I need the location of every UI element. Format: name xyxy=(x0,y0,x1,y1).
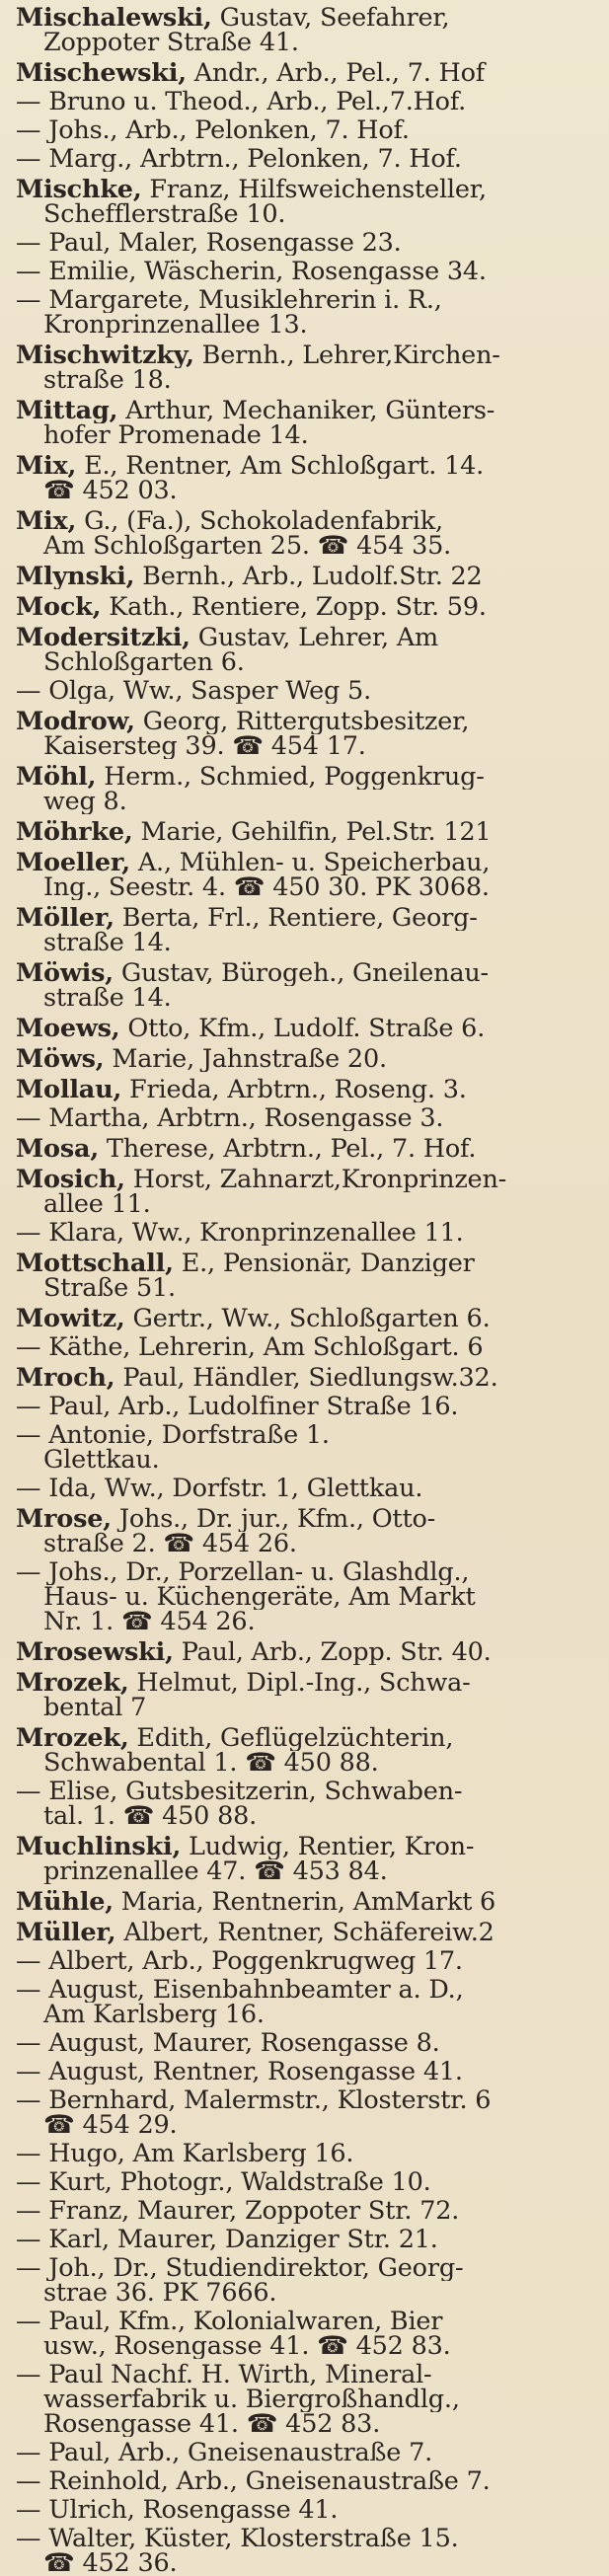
entry-continuation-line xyxy=(16,534,599,559)
entry-text: Paul, Händler, Siedlungsw.32. xyxy=(114,1366,498,1391)
entry-text: prinzenallee 47. ☎ 453 84. xyxy=(43,1859,388,1884)
entry-text: Georg, Rittergutsbesitzer, xyxy=(134,710,470,734)
entry-first-line xyxy=(16,1671,599,1696)
entry-surname: Mollau, xyxy=(16,1078,122,1102)
entry-text: Maria, Rentnerin, AmMarkt 6 xyxy=(113,1890,496,1915)
entry-first-line xyxy=(16,260,599,284)
entry-text: Andr., Arb., Pel., 7. Hof xyxy=(186,61,485,86)
entry-text: — Hugo, Am Karlsberg 16. xyxy=(16,2142,354,2166)
entry-text: Zoppoter Straße 41. xyxy=(43,31,299,55)
entry-text: Ing., Seestr. 4. ☎ 450 30. PK 3068. xyxy=(43,875,490,900)
entry-first-line xyxy=(16,2170,599,2195)
entry-text: A., Mühlen- u. Speicherbau, xyxy=(129,851,491,875)
entry-continuation-line xyxy=(16,1448,599,1473)
entry-text: Am Karlsberg 16. xyxy=(43,2003,265,2027)
directory-entry xyxy=(16,1835,599,1884)
entry-text: Johs., Dr. jur., Kfm., Otto- xyxy=(111,1507,436,1532)
entry-text: Gertr., Ww., Schloßgarten 6. xyxy=(124,1307,491,1331)
entry-first-line xyxy=(16,1780,599,1804)
entry-text: Kronprinzenallee 13. xyxy=(43,313,308,338)
entry-first-line xyxy=(16,565,599,589)
entry-first-line xyxy=(16,1640,599,1665)
entry-continuation-line xyxy=(16,2551,599,2576)
entry-continuation-line xyxy=(16,313,599,338)
entry-text: Schloßgarten 6. xyxy=(43,650,245,675)
directory-entry xyxy=(16,1047,599,1072)
directory-entry xyxy=(16,906,599,955)
entry-first-line xyxy=(16,1726,599,1751)
entry-continuation-line xyxy=(16,986,599,1011)
entry-text: Bernh., Arb., Ludolf.Str. 22 xyxy=(134,565,483,589)
entry-continuation-line xyxy=(16,479,599,503)
entry-surname: Möhrke, xyxy=(16,820,133,845)
entry-text: ☎ 452 03. xyxy=(43,479,178,503)
directory-entry xyxy=(16,2256,599,2306)
entry-text: — Albert, Arb., Poggenkrugweg 17. xyxy=(16,1949,463,1974)
entry-continuation-line xyxy=(16,1696,599,1720)
entry-surname: Mrozek, xyxy=(16,1726,129,1751)
entry-surname: Mischke, xyxy=(16,178,142,202)
entry-text: weg 8. xyxy=(43,790,127,814)
entry-text: Edith, Geflügelzüchterin, xyxy=(128,1726,454,1751)
entry-continuation-line xyxy=(16,368,599,393)
directory-entry xyxy=(16,851,599,900)
entry-surname: Mühle, xyxy=(16,1890,114,1915)
entry-surname: Mlynski, xyxy=(16,565,135,589)
entry-first-line xyxy=(16,765,599,790)
directory-entry xyxy=(16,2469,599,2494)
entry-surname: Mroch, xyxy=(16,1366,115,1391)
entry-first-line xyxy=(16,399,599,423)
entry-text: G., (Fa.), Schokoladenfabrik, xyxy=(76,509,443,534)
entry-first-line xyxy=(16,1978,599,2003)
entry-surname: Mischwitzky, xyxy=(16,343,194,368)
entry-text: Otto, Kfm., Ludolf. Straße 6. xyxy=(119,1017,486,1041)
directory-entry xyxy=(16,1017,599,1041)
entry-text: — Paul, Arb., Ludolfiner Straße 16. xyxy=(16,1395,459,1419)
entry-surname: Moeller, xyxy=(16,851,130,875)
entry-text: — Martha, Arbtrn., Rosengasse 3. xyxy=(16,1106,444,1131)
directory-entry xyxy=(16,1106,599,1131)
entry-first-line xyxy=(16,1168,599,1192)
directory-entry xyxy=(16,2228,599,2252)
entry-surname: Müller, xyxy=(16,1921,116,1945)
entry-surname: Mrosewski, xyxy=(16,1640,174,1665)
entry-text: — Klara, Ww., Kronprinzenallee 11. xyxy=(16,1221,464,1246)
entry-text: Bernh., Lehrer,Kirchen- xyxy=(193,343,500,368)
entry-first-line xyxy=(16,1423,599,1448)
directory-entry xyxy=(16,765,599,814)
directory-entry xyxy=(16,90,599,114)
entry-continuation-line xyxy=(16,734,599,759)
directory-entry xyxy=(16,1221,599,1246)
entry-text: straße 14. xyxy=(43,986,172,1011)
directory-entry xyxy=(16,1078,599,1102)
entry-first-line xyxy=(16,961,599,986)
entry-first-line xyxy=(16,1106,599,1131)
directory-entry xyxy=(16,2031,599,2056)
entry-text: Paul, Arb., Zopp. Str. 40. xyxy=(173,1640,492,1665)
entry-text: Haus- u. Küchengeräte, Am Markt xyxy=(43,1585,476,1610)
entry-continuation-line xyxy=(16,1585,599,1610)
entry-text: — Paul Nachf. H. Wirth, Mineral- xyxy=(16,2363,432,2387)
directory-entry xyxy=(16,399,599,448)
entry-text: — Karl, Maurer, Danziger Str. 21. xyxy=(16,2228,438,2252)
entry-text: — August, Eisenbahnbeamter a. D., xyxy=(16,1978,464,2003)
entry-text: — Marg., Arbtrn., Pelonken, 7. Hof. xyxy=(16,147,462,172)
entry-surname: Mottschall, xyxy=(16,1251,174,1276)
entry-first-line xyxy=(16,1560,599,1585)
directory-entry xyxy=(16,147,599,172)
entry-continuation-line xyxy=(16,1532,599,1556)
entry-surname: Möhl, xyxy=(16,765,97,790)
entry-continuation-line xyxy=(16,202,599,227)
entry-continuation-line xyxy=(16,2387,599,2412)
directory-entry xyxy=(16,1507,599,1556)
entry-text: — Käthe, Lehrerin, Am Schloßgart. 6 xyxy=(16,1335,484,1360)
entry-text: — Reinhold, Arb., Gneisenaustraße 7. xyxy=(16,2469,491,2494)
directory-entry xyxy=(16,1251,599,1301)
directory-entry xyxy=(16,1137,599,1162)
entry-first-line xyxy=(16,906,599,931)
entry-first-line xyxy=(16,1477,599,1501)
directory-entry xyxy=(16,626,599,675)
entry-first-line xyxy=(16,178,599,202)
entry-first-line xyxy=(16,1507,599,1532)
entry-text: Nr. 1. ☎ 454 26. xyxy=(43,1610,256,1634)
entry-text: ☎ 454 29. xyxy=(43,2113,178,2138)
directory-entry xyxy=(16,454,599,503)
directory-entry xyxy=(16,2527,599,2576)
entry-text: — Antonie, Dorfstraße 1. xyxy=(16,1423,330,1448)
entry-first-line xyxy=(16,1835,599,1859)
entry-text: Horst, Zahnarzt,Kronprinzen- xyxy=(124,1168,507,1192)
directory-entry xyxy=(16,1949,599,1974)
entry-continuation-line xyxy=(16,931,599,955)
entry-first-line xyxy=(16,1921,599,1945)
entry-first-line xyxy=(16,2228,599,2252)
entry-text: Frieda, Arbtrn., Roseng. 3. xyxy=(121,1078,467,1102)
entry-continuation-line xyxy=(16,1751,599,1776)
directory-entry xyxy=(16,2142,599,2166)
entry-text: — Paul, Maler, Rosengasse 23. xyxy=(16,231,402,256)
entry-continuation-line xyxy=(16,1859,599,1884)
directory-entry xyxy=(16,2199,599,2224)
entry-text: Marie, Gehilfin, Pel.Str. 121 xyxy=(132,820,492,845)
entry-first-line xyxy=(16,1307,599,1331)
entry-text: tal. 1. ☎ 450 88. xyxy=(43,1804,258,1829)
entry-first-line xyxy=(16,2031,599,2056)
entry-first-line xyxy=(16,6,599,31)
directory-entry xyxy=(16,1780,599,1829)
directory-entry xyxy=(16,2498,599,2523)
directory-entry xyxy=(16,178,599,227)
entry-continuation-line xyxy=(16,2281,599,2306)
entry-text: E., Pensionär, Danziger xyxy=(173,1251,475,1276)
entry-text: Glettkau. xyxy=(43,1448,160,1473)
entry-continuation-line xyxy=(16,790,599,814)
entry-first-line xyxy=(16,851,599,875)
directory-entry xyxy=(16,288,599,338)
entry-surname: Mittag, xyxy=(16,399,118,423)
entry-first-line xyxy=(16,2256,599,2281)
entry-first-line xyxy=(16,2441,599,2465)
directory-entry xyxy=(16,2310,599,2359)
directory-entry xyxy=(16,231,599,256)
entry-text: Schefflerstraße 10. xyxy=(43,202,286,227)
entry-first-line xyxy=(16,1017,599,1041)
directory-entry xyxy=(16,260,599,284)
entry-continuation-line xyxy=(16,2334,599,2359)
entry-text: Gustav, Bürogeh., Gneilenau- xyxy=(113,961,489,986)
entry-text: — Johs., Dr., Porzellan- u. Glashdlg., xyxy=(16,1560,470,1585)
entry-first-line xyxy=(16,595,599,620)
entry-text: — Walter, Küster, Klosterstraße 15. xyxy=(16,2527,459,2551)
directory-entry xyxy=(16,1366,599,1391)
directory-entry xyxy=(16,1560,599,1634)
directory-entry xyxy=(16,2363,599,2437)
entry-first-line xyxy=(16,2088,599,2113)
entry-first-line xyxy=(16,1949,599,1974)
entry-text: — Emilie, Wäscherin, Rosengasse 34. xyxy=(16,260,487,284)
entry-first-line xyxy=(16,2060,599,2084)
entry-continuation-line xyxy=(16,1192,599,1217)
entry-surname: Möller, xyxy=(16,906,114,931)
entry-text: — Ulrich, Rosengasse 41. xyxy=(16,2498,339,2523)
entry-text: hofer Promenade 14. xyxy=(43,423,309,448)
directory-entry xyxy=(16,61,599,86)
entry-continuation-line xyxy=(16,1804,599,1829)
entry-text: Franz, Hilfsweichensteller, xyxy=(141,178,487,202)
entry-text: Gustav, Lehrer, Am xyxy=(190,626,439,650)
entry-text: — Bruno u. Theod., Arb., Pel.,7.Hof. xyxy=(16,90,467,114)
entry-text: — Margarete, Musiklehrerin i. R., xyxy=(16,288,442,313)
entry-first-line xyxy=(16,2310,599,2334)
entry-text: — Olga, Ww., Sasper Weg 5. xyxy=(16,679,371,704)
directory-entry xyxy=(16,2170,599,2195)
entry-text: — Elise, Gutsbesitzerin, Schwaben- xyxy=(16,1780,463,1804)
entry-surname: Möwis, xyxy=(16,961,114,986)
directory-entry xyxy=(16,595,599,620)
entry-text: Schwabental 1. ☎ 450 88. xyxy=(43,1751,379,1776)
entry-first-line xyxy=(16,90,599,114)
entry-first-line xyxy=(16,2142,599,2166)
entry-text: Albert, Rentner, Schäfereiw.2 xyxy=(115,1921,495,1945)
directory-entry xyxy=(16,1477,599,1501)
entry-continuation-line xyxy=(16,2412,599,2437)
entry-text: — Johs., Arb., Pelonken, 7. Hof. xyxy=(16,118,410,143)
directory-entry xyxy=(16,2088,599,2138)
entry-first-line xyxy=(16,147,599,172)
entry-text: E., Rentner, Am Schloßgart. 14. xyxy=(76,454,485,479)
entry-continuation-line xyxy=(16,31,599,55)
entry-surname: Modersitzki, xyxy=(16,626,190,650)
entry-text: Rosengasse 41. ☎ 452 83. xyxy=(43,2412,381,2437)
entry-continuation-line xyxy=(16,1610,599,1634)
entry-text: — August, Rentner, Rosengasse 41. xyxy=(16,2060,463,2084)
entry-text: — August, Maurer, Rosengasse 8. xyxy=(16,2031,440,2056)
entry-text: — Bernhard, Malermstr., Klosterstr. 6 xyxy=(16,2088,492,2113)
entry-surname: Möws, xyxy=(16,1047,105,1072)
directory-entry xyxy=(16,710,599,759)
entry-first-line xyxy=(16,2469,599,2494)
entry-text: Ludwig, Rentier, Kron- xyxy=(181,1835,475,1859)
entry-surname: Mrozek, xyxy=(16,1671,129,1696)
entry-first-line xyxy=(16,1366,599,1391)
directory-entry xyxy=(16,961,599,1011)
directory-entry xyxy=(16,1890,599,1915)
entry-text: Therese, Arbtrn., Pel., 7. Hof. xyxy=(99,1137,477,1162)
entry-continuation-line xyxy=(16,423,599,448)
entry-text: strae 36. PK 7666. xyxy=(43,2281,277,2306)
entry-first-line xyxy=(16,509,599,534)
entry-surname: Mischalewski, xyxy=(16,6,212,31)
directory-entry xyxy=(16,1978,599,2027)
entry-first-line xyxy=(16,454,599,479)
entry-first-line xyxy=(16,343,599,368)
entry-continuation-line xyxy=(16,1276,599,1301)
entry-text: bental 7 xyxy=(43,1696,147,1720)
entry-surname: Mix, xyxy=(16,454,77,479)
entry-first-line xyxy=(16,1078,599,1102)
entry-surname: Mosa, xyxy=(16,1137,99,1162)
entry-continuation-line xyxy=(16,2003,599,2027)
entry-text: Berta, Frl., Rentiere, Georg- xyxy=(114,906,478,931)
directory-entry xyxy=(16,820,599,845)
directory-entry xyxy=(16,1307,599,1331)
directory-entry xyxy=(16,343,599,393)
entry-text: Arthur, Mechaniker, Günters- xyxy=(117,399,495,423)
directory-entry xyxy=(16,118,599,143)
entry-text: — Franz, Maurer, Zoppoter Str. 72. xyxy=(16,2199,460,2224)
directory-entry xyxy=(16,679,599,704)
entry-first-line xyxy=(16,710,599,734)
entry-text: Gustav, Seefahrer, xyxy=(211,6,450,31)
entry-text: — Paul, Arb., Gneisenaustraße 7. xyxy=(16,2441,433,2465)
entry-surname: Mrose, xyxy=(16,1507,112,1532)
entry-continuation-line xyxy=(16,2113,599,2138)
entry-text: — Paul, Kfm., Kolonialwaren, Bier xyxy=(16,2310,443,2334)
entry-text: Herm., Schmied, Poggenkrug- xyxy=(96,765,485,790)
entry-first-line xyxy=(16,1137,599,1162)
entry-first-line xyxy=(16,1395,599,1419)
entry-surname: Mowitz, xyxy=(16,1307,125,1331)
entry-first-line xyxy=(16,820,599,845)
entry-text: Helmut, Dipl.-Ing., Schwa- xyxy=(128,1671,471,1696)
directory-entry xyxy=(16,1921,599,1945)
directory-entry xyxy=(16,2060,599,2084)
entry-first-line xyxy=(16,1335,599,1360)
entry-first-line xyxy=(16,231,599,256)
entry-text: straße 2. ☎ 454 26. xyxy=(43,1532,297,1556)
entry-continuation-line xyxy=(16,875,599,900)
entry-first-line xyxy=(16,288,599,313)
entry-first-line xyxy=(16,1221,599,1246)
entry-text: — Ida, Ww., Dorfstr. 1, Glettkau. xyxy=(16,1477,423,1501)
entry-first-line xyxy=(16,2498,599,2523)
entry-surname: Mix, xyxy=(16,509,77,534)
entry-text: allee 11. xyxy=(43,1192,151,1217)
entry-surname: Moews, xyxy=(16,1017,120,1041)
entry-surname: Modrow, xyxy=(16,710,135,734)
directory-entry xyxy=(16,1335,599,1360)
entry-first-line xyxy=(16,118,599,143)
entry-text: usw., Rosengasse 41. ☎ 452 83. xyxy=(43,2334,451,2359)
directory-entry xyxy=(16,565,599,589)
entry-first-line xyxy=(16,2527,599,2551)
directory-entry xyxy=(16,6,599,55)
entry-text: straße 14. xyxy=(43,931,172,955)
entry-text: — Joh., Dr., Studiendirektor, Georg- xyxy=(16,2256,464,2281)
entry-first-line xyxy=(16,1047,599,1072)
directory-entry xyxy=(16,1423,599,1473)
entry-text: Kaisersteg 39. ☎ 454 17. xyxy=(43,734,366,759)
entry-text: wasserfabrik u. Biergroßhandlg., xyxy=(43,2387,460,2412)
entry-first-line xyxy=(16,626,599,650)
directory-entry xyxy=(16,1168,599,1217)
directory-entry xyxy=(16,509,599,559)
entry-first-line xyxy=(16,61,599,86)
directory-entry xyxy=(16,2441,599,2465)
entry-first-line xyxy=(16,1251,599,1276)
directory-entry xyxy=(16,1640,599,1665)
entry-surname: Mischewski, xyxy=(16,61,187,86)
entry-text: Kath., Rentiere, Zopp. Str. 59. xyxy=(101,595,487,620)
entry-surname: Muchlinski, xyxy=(16,1835,182,1859)
entry-text: Marie, Jahnstraße 20. xyxy=(104,1047,387,1072)
directory-entry xyxy=(16,1726,599,1776)
directory-entry xyxy=(16,1671,599,1720)
directory-entry xyxy=(16,1395,599,1419)
entry-first-line xyxy=(16,2199,599,2224)
entry-text: ☎ 452 36. xyxy=(43,2551,178,2576)
entry-first-line xyxy=(16,1890,599,1915)
entry-first-line xyxy=(16,2363,599,2387)
entry-text: Am Schloßgarten 25. ☎ 454 35. xyxy=(43,534,452,559)
entry-surname: Mock, xyxy=(16,595,102,620)
entry-text: — Kurt, Photogr., Waldstraße 10. xyxy=(16,2170,431,2195)
entry-surname: Mosich, xyxy=(16,1168,125,1192)
entry-first-line xyxy=(16,679,599,704)
entry-text: straße 18. xyxy=(43,368,172,393)
entry-continuation-line xyxy=(16,650,599,675)
entry-text: Straße 51. xyxy=(43,1276,176,1301)
